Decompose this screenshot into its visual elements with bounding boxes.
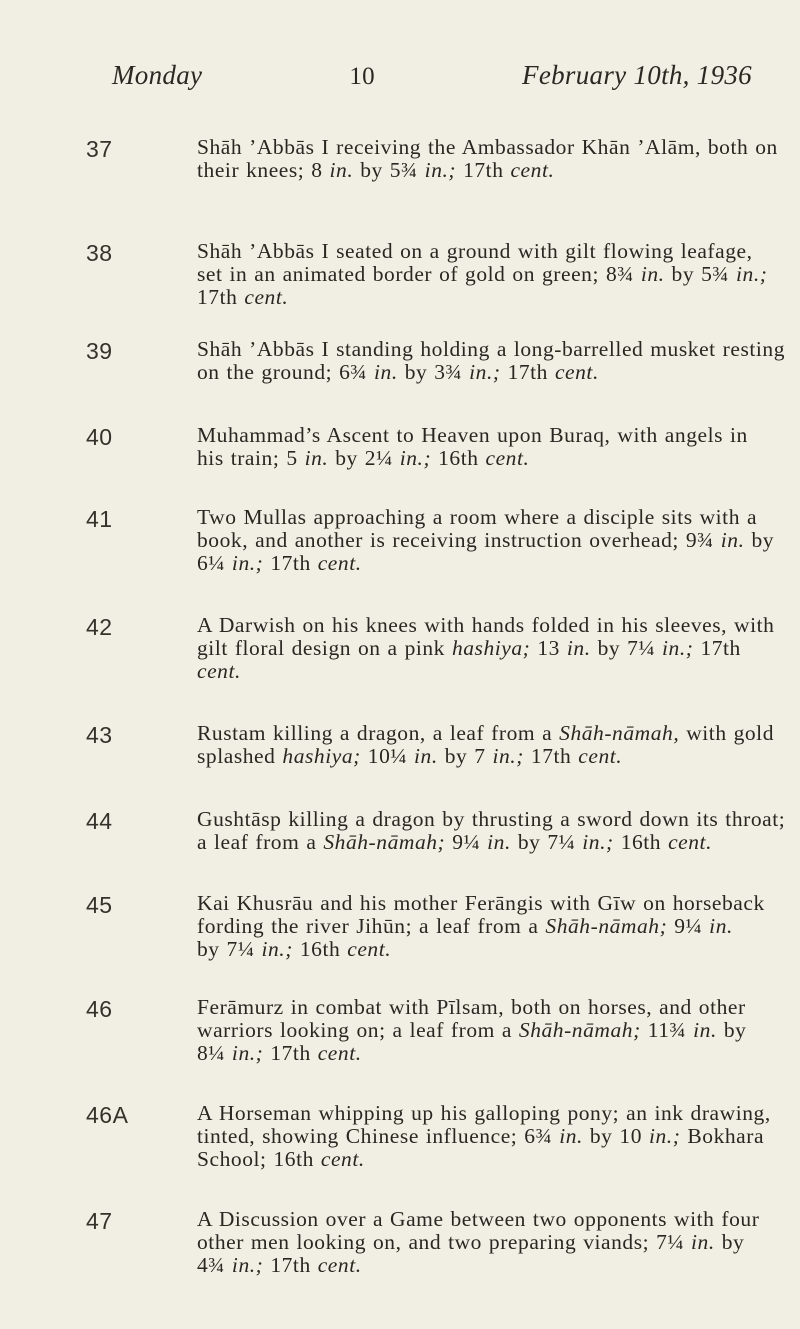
lot-description-line: 17th cent.: [197, 285, 289, 309]
lot-description-line: by 7¼ in.; 16th cent.: [197, 937, 392, 961]
lot-description-line: 6¼ in.; 17th cent.: [197, 551, 362, 575]
lot-description-line: Gushtāsp killing a dragon by thrusting a sword down its throat;: [197, 807, 786, 831]
lot-description: [197, 996, 757, 1065]
lot-number: 41: [86, 506, 113, 532]
lot-description-line: School; 16th cent.: [197, 1147, 365, 1171]
lot-description-line: Rustam killing a dragon, a leaf from a Shāh-nāmah, with gold: [197, 721, 775, 745]
lot-number: 47: [86, 1208, 113, 1234]
lot-description-line: splashed hashiya; 10¼ in. by 7 in.; 17th cent.: [197, 744, 623, 768]
lot-description-line: gilt floral design on a pink hashiya; 13 in. by 7¼ in.; 17th: [197, 636, 741, 660]
lot-description: [197, 135, 778, 182]
lot-description-line: Kai Khusrāu and his mother Ferāngis with Gīw on horseback: [197, 891, 765, 915]
lot-description-line: his train; 5 in. by 2¼ in.; 16th cent.: [197, 446, 530, 470]
lot-number: 37: [86, 136, 113, 162]
lot-description-line: A Horseman whipping up his galloping pony; an ink drawing,: [197, 1101, 771, 1125]
lot-description-line: Shāh ’Abbās I standing holding a long-barrelled musket resting: [197, 337, 786, 361]
lot-description-line: 8¼ in.; 17th cent.: [197, 1041, 362, 1065]
lot-description-line: book, and another is receiving instruction overhead; 9¾ in. by: [197, 528, 775, 552]
lot-number: 40: [86, 424, 113, 450]
lot-description: [197, 239, 768, 309]
lot-number: 46A: [86, 1102, 129, 1128]
page-number: 10: [349, 63, 375, 90]
lot-description-line: fording the river Jihūn; a leaf from a Shāh-nāmah; 9¼ in.: [197, 914, 733, 938]
lot-description: [197, 721, 775, 768]
lot-description-line: tinted, showing Chinese influence; 6¾ in. by 10 in.; Bokhara: [197, 1124, 765, 1148]
lot-description-line: other men looking on, and two preparing viands; 7¼ in. by: [197, 1230, 745, 1254]
lot-number: 39: [86, 338, 113, 364]
lot-description-line: Ferāmurz in combat with Pīlsam, both on horses, and other: [197, 995, 746, 1019]
lot-description-line: Shāh ’Abbās I receiving the Ambassador Khān ’Alām, both on: [197, 135, 778, 159]
lot-description-line: Muhammad’s Ascent to Heaven upon Buraq, with angels in: [197, 423, 748, 447]
lot-description: [197, 505, 775, 575]
lot-description: [197, 891, 765, 961]
lot-description-line: 4¾ in.; 17th cent.: [197, 1253, 362, 1277]
lot-description-line: their knees; 8 in. by 5¾ in.; 17th cent.: [197, 158, 555, 182]
lot-number: 45: [86, 892, 113, 918]
lot-number: 44: [86, 808, 113, 834]
lot-description: [197, 337, 786, 384]
lot-description-line: cent.: [197, 659, 241, 683]
lot-description-line: Shāh ’Abbās I seated on a ground with gilt flowing leafage,: [197, 239, 753, 263]
lot-number: 46: [86, 996, 113, 1022]
running-head: [112, 60, 752, 100]
lot-description: [197, 1101, 771, 1171]
lot-description-line: warriors looking on; a leaf from a Shāh-nāmah; 11¾ in. by: [197, 1018, 747, 1042]
running-head-day: Monday: [112, 60, 203, 90]
lot-number: 42: [86, 614, 113, 640]
lot-description-line: A Darwish on his knees with hands folded in his sleeves, with: [197, 613, 775, 637]
lot-description-line: a leaf from a Shāh-nāmah; 9¼ in. by 7¼ in.; 16th cent.: [197, 830, 712, 854]
lot-description-line: on the ground; 6¾ in. by 3¾ in.; 17th cent.: [197, 360, 599, 384]
lot-number: 43: [86, 722, 113, 748]
lot-description: [197, 424, 757, 470]
lot-description-line: A Discussion over a Game between two opponents with four: [197, 1207, 760, 1231]
lot-description: [197, 613, 775, 683]
lot-description: [197, 807, 786, 854]
lot-description-line: set in an animated border of gold on green; 8¾ in. by 5¾ in.;: [197, 262, 768, 286]
lot-description: [197, 1207, 760, 1277]
running-head-date: February 10th, 1936: [522, 60, 752, 90]
lot-number: 38: [86, 240, 113, 266]
lot-description-line: Two Mullas approaching a room where a disciple sits with a: [197, 505, 758, 529]
